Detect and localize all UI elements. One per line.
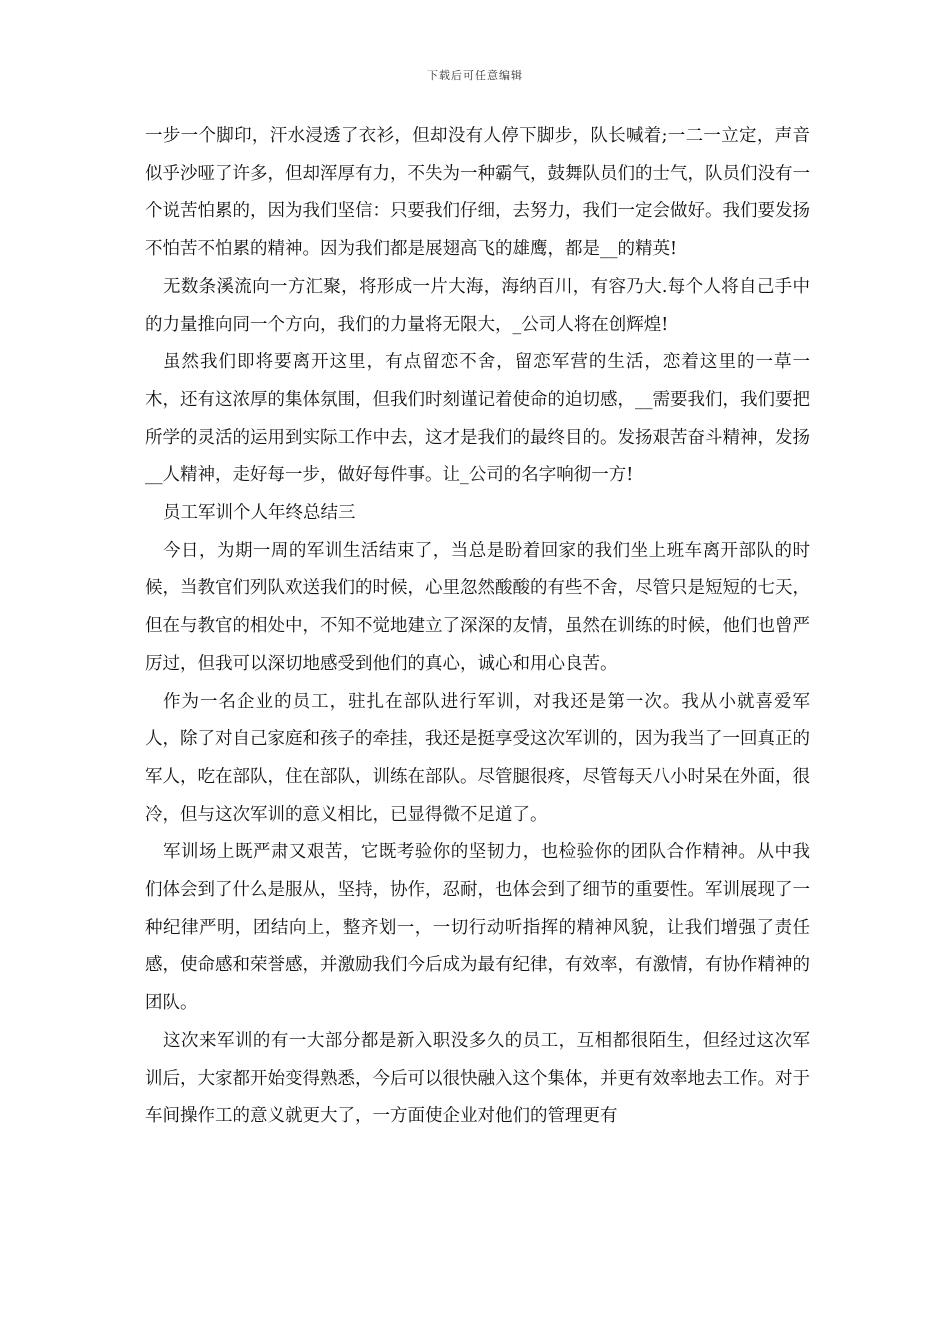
- paragraph: 虽然我们即将要离开这里，有点留恋不舍，留恋军营的生活，恋着这里的一草一木，还有这浓厚的集体氛围，但我们时刻谨记着使命的迫切感，__需要我们，我们要把所学的灵活的运用到实际工作中去，这才是我们的最终目的。发扬艰苦奋斗精神，发扬__人精神，走好每一步，做好每件事。让_公司的名字响彻一方!: [145, 352, 810, 486]
- page-header: 下载后可任意编辑: [427, 69, 523, 82]
- paragraph: 今日，为期一周的军训生活结束了，当总是盼着回家的我们坐上班车离开部队的时候，当教官们列队欢送我们的时候，心里忽然酸酸的有些不舍，尽管只是短短的七天，但在与教官的相处中，不知不觉地建立了深深的友情，虽然在训练的时候，他们也曾严厉过，但我可以深切地感受到他们的真心，诚心和用心良苦。: [145, 540, 810, 674]
- document-body: [145, 118, 810, 1136]
- paragraph: 军训场上既严肃又艰苦，它既考验你的坚韧力，也检验你的团队合作精神。从中我们体会到了什么是服从，坚持，协作，忍耐，也体会到了细节的重要性。军训展现了一种纪律严明，团结向上，整齐划一，一切行动听指挥的精神风貌，让我们增强了责任感，使命感和荣誉感，并激励我们今后成为最有纪律，有效率，有激情，有协作精神的团队。: [145, 842, 810, 1014]
- paragraph: 这次来军训的有一大部分都是新入职没多久的员工，互相都很陌生，但经过这次军训后，大家都开始变得熟悉，今后可以很快融入这个集体，并更有效率地去工作。对于车间操作工的意义就更大了，一方面使企业对他们的管理更有: [145, 1030, 810, 1127]
- section-heading: 员工军训个人年终总结三: [163, 503, 356, 524]
- paragraph: 一步一个脚印，汗水浸透了衣衫，但却没有人停下脚步，队长喊着;一二一立定，声音似乎沙哑了许多，但却浑厚有力，不失为一种霸气，鼓舞队员们的士气，队员们没有一个说苦怕累的，因为我们坚信：只要我们仔细，去努力，我们一定会做好。我们要发扬不怕苦不怕累的精神。因为我们都是展翅高飞的雄鹰，都是__的精英!: [145, 126, 810, 260]
- paragraph: 无数条溪流向一方汇聚，将形成一片大海，海纳百川，有容乃大.每个人将自己手中的力量推向同一个方向，我们的力量将无限大，_公司人将在创辉煌!: [145, 276, 810, 335]
- paragraph: 作为一名企业的员工，驻扎在部队进行军训，对我还是第一次。我从小就喜爱军人，除了对自己家庭和孩子的牵挂，我还是挺享受这次军训的，因为我当了一回真正的军人，吃在部队，住在部队，训练在部队。尽管腿很疼，尽管每天八小时呆在外面，很冷，但与这次军训的意义相比，已显得微不足道了。: [145, 691, 810, 825]
